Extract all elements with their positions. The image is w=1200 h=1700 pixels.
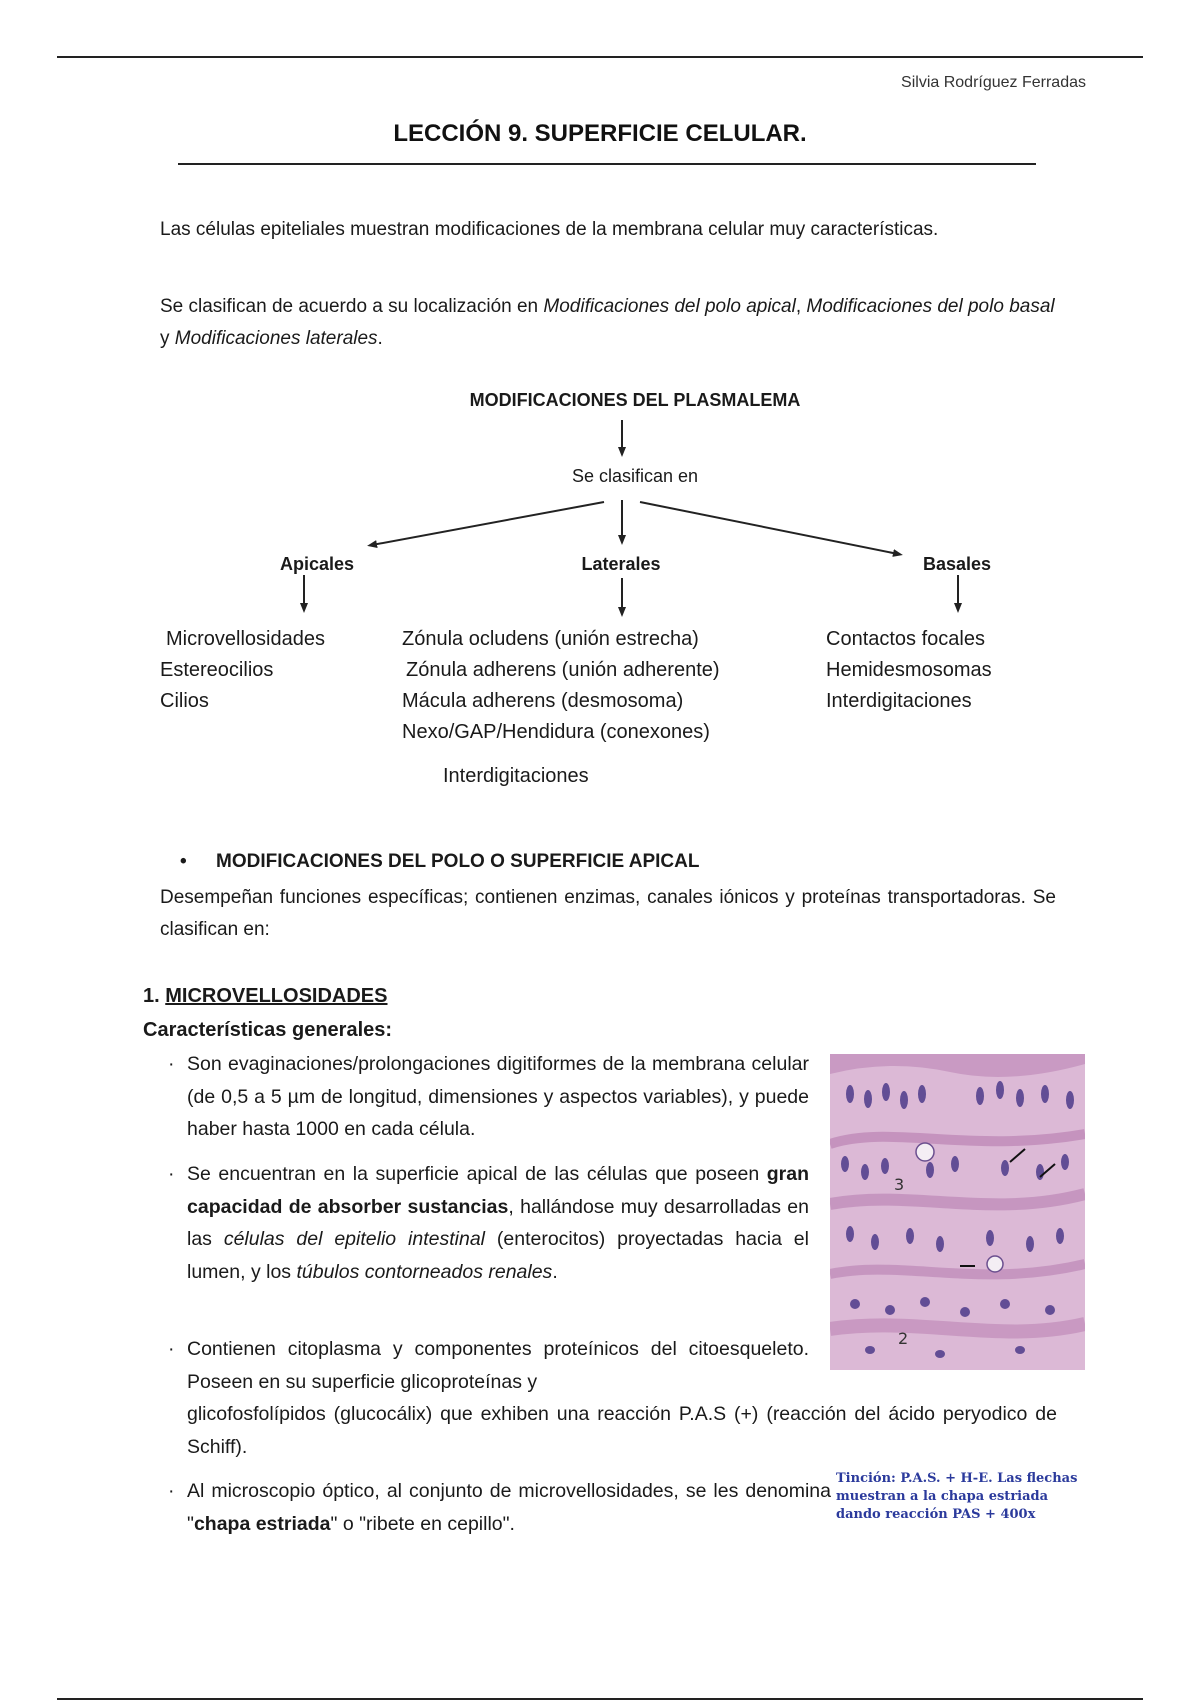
list-item: Zónula adherens (unión adherente) (406, 659, 720, 681)
micrograph-label-3: 3 (894, 1175, 905, 1194)
bullet-item-3: · Contienen citoplasma y componentes proteínicos del citoesqueleto. Poseen en su superficie glicoproteínas y glicofosfolípidos (glucocálix) que exhiben una reacción P.A.S (+) (reacción del ácido peryodico de Schiff). (168, 1338, 1057, 1458)
bullet-item-2: · Se encuentran en la superficie apical de las células que poseen gran capacidad de absorber sustancias, hallándose muy desarrolladas en las células del epitelio intestinal (enterocitos) proyectadas hacia el lumen, y los túbulos contorneados renales. (168, 1163, 809, 1283)
micrograph-label-2: 2 (898, 1329, 909, 1348)
list-item: Interdigitaciones (826, 690, 972, 712)
diagram-basales-label: Basales (922, 554, 992, 574)
arrow-middle-to-basales (640, 502, 898, 554)
diagram-root: MODIFICACIONES DEL PLASMALEMA (469, 390, 801, 410)
intro-paragraph-1: Las células epiteliales muestran modificaciones de la membrana celular muy características. (160, 219, 939, 240)
basales-list (826, 624, 992, 717)
bullet-item-1: · Son evaginaciones/prolongaciones digitiformes de la membrana celular (de 0,5 a 5 µm de longitud, dimensiones y aspectos variables), y puede haber hasta 1000 en cada célula. (168, 1053, 809, 1140)
laterales-list (402, 624, 720, 748)
list-item: Estereocilios (160, 659, 274, 681)
microvellosidades-heading: 1. MICROVELLOSIDADES (143, 985, 388, 1007)
author-name: Silvia Rodríguez Ferradas (901, 74, 1086, 91)
histology-micrograph (830, 1054, 1085, 1370)
title-underline (178, 163, 1036, 165)
apicales-list (160, 624, 325, 717)
list-item: Nexo/GAP/Hendidura (conexones) (402, 721, 710, 743)
list-item: Mácula adherens (desmosoma) (402, 690, 684, 712)
diagram-middle: Se clasifican en (571, 466, 699, 486)
list-item: Cilios (160, 690, 209, 712)
diagram-laterales-label: Laterales (581, 554, 661, 574)
list-item: Microvellosidades (166, 628, 325, 650)
laterales-interdigitaciones: Interdigitaciones (443, 765, 589, 787)
micrograph-illustration (830, 1054, 1085, 1370)
apical-section-text: Desempeñan funciones específicas; contienen enzimas, canales iónicos y proteínas transportadoras. Se clasifican en: (160, 887, 1056, 940)
apical-section-heading: • MODIFICACIONES DEL POLO O SUPERFICIE APICAL (180, 851, 700, 872)
list-item: Zónula ocludens (unión estrecha) (402, 628, 699, 650)
bullet-icon: • (180, 851, 187, 872)
top-rule (57, 56, 1143, 58)
caracteristicas-heading: Características generales: (143, 1019, 393, 1041)
intro-paragraph-2: Se clasifican de acuerdo a su localización en Modificaciones del polo apical, Modificaciones del polo basal y Modificaciones laterales. (160, 296, 1055, 349)
page-title: LECCIÓN 9. SUPERFICIE CELULAR. (393, 120, 807, 147)
arrow-middle-to-apicales (372, 502, 604, 545)
list-item: Hemidesmosomas (826, 659, 992, 681)
diagram-apicales-label: Apicales (279, 554, 355, 574)
bullet-item-4: · Al microscopio óptico, al conjunto de microvellosidades, se les denomina "chapa estriada" o "ribete en cepillo". (168, 1480, 831, 1535)
micrograph-caption: Tinción: P.A.S. + H-E. Las flechas muestran a la chapa estriada dando reacción PAS + 400x (836, 1471, 1078, 1522)
list-item: Contactos focales (826, 628, 985, 650)
